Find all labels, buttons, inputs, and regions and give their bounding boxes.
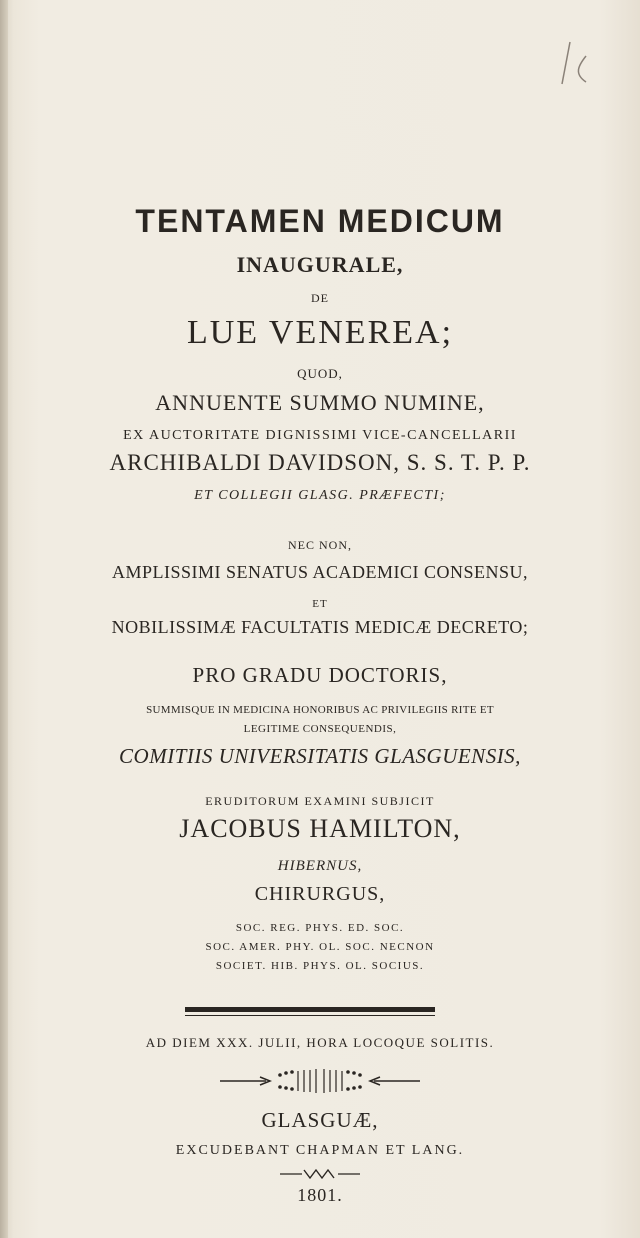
origin-line: HIBERNUS, [277,858,363,874]
document-subtitle: INAUGURALE, [236,252,404,277]
author-name: JACOBUS HAMILTON, [179,814,461,843]
annuente-line: ANNUENTE SUMMO NUMINE, [155,390,485,415]
document-title: TENTAMEN MEDICUM [135,203,505,239]
date-line: AD DIEM XXX. JULII, HORA LOCOQUE SOLITIS. [145,1035,495,1050]
double-rule-thick [185,1007,435,1012]
double-rule-thin [185,1015,435,1016]
imprint-printer: EXCUDEBANT CHAPMAN ET LANG. [175,1143,465,1158]
facultas-line: NOBILISSIMÆ FACULTATIS MEDICÆ DECRETO; [111,617,529,637]
college-line: ET COLLEGII GLASG. PRÆFECTI; [194,488,446,503]
quod-line: QUOD, [297,366,343,381]
handwritten-mark [556,38,596,88]
printers-ornament [220,1067,420,1093]
eruditorum-line: ERUDITORUM EXAMINI SUBJICIT [205,794,435,808]
imprint-place: GLASGUÆ, [261,1108,379,1132]
topic-title: LUE VENEREA; [186,314,454,351]
vice-chancellor-name: ARCHIBALDI DAVIDSON, S. S. T. P. P. [109,450,531,475]
profession-line: CHIRURGUS, [254,883,386,905]
imprint-year: 1801. [297,1185,343,1205]
summis-line-2: LEGITIME CONSEQUENDIS, [243,723,397,735]
summis-line-1: SUMMISQUE IN MEDICINA HONORIBUS AC PRIVILEGIIS RITE ET [146,704,494,716]
small-ornament [280,1168,360,1180]
ex-auctoritate-line: EX AUCTORITATE DIGNISSIMI VICE-CANCELLARII [123,428,517,443]
de-line: DE [311,291,329,305]
pro-gradu-line: PRO GRADU DOCTORIS, [192,663,448,687]
society-line-1: SOC. REG. PHYS. ED. SOC. [235,922,405,934]
nec-non-line: NEC NON, [288,538,352,552]
society-line-2: SOC. AMER. PHY. OL. SOC. NECNON [205,941,435,953]
senatus-line: AMPLISSIMI SENATUS ACADEMICI CONSENSU, [111,562,529,582]
comitiis-line: COMITIIS UNIVERSITATIS GLASGUENSIS, [119,744,521,768]
society-line-3: SOCIET. HIB. PHYS. OL. SOCIUS. [215,960,425,972]
et-line: ET [312,598,328,610]
